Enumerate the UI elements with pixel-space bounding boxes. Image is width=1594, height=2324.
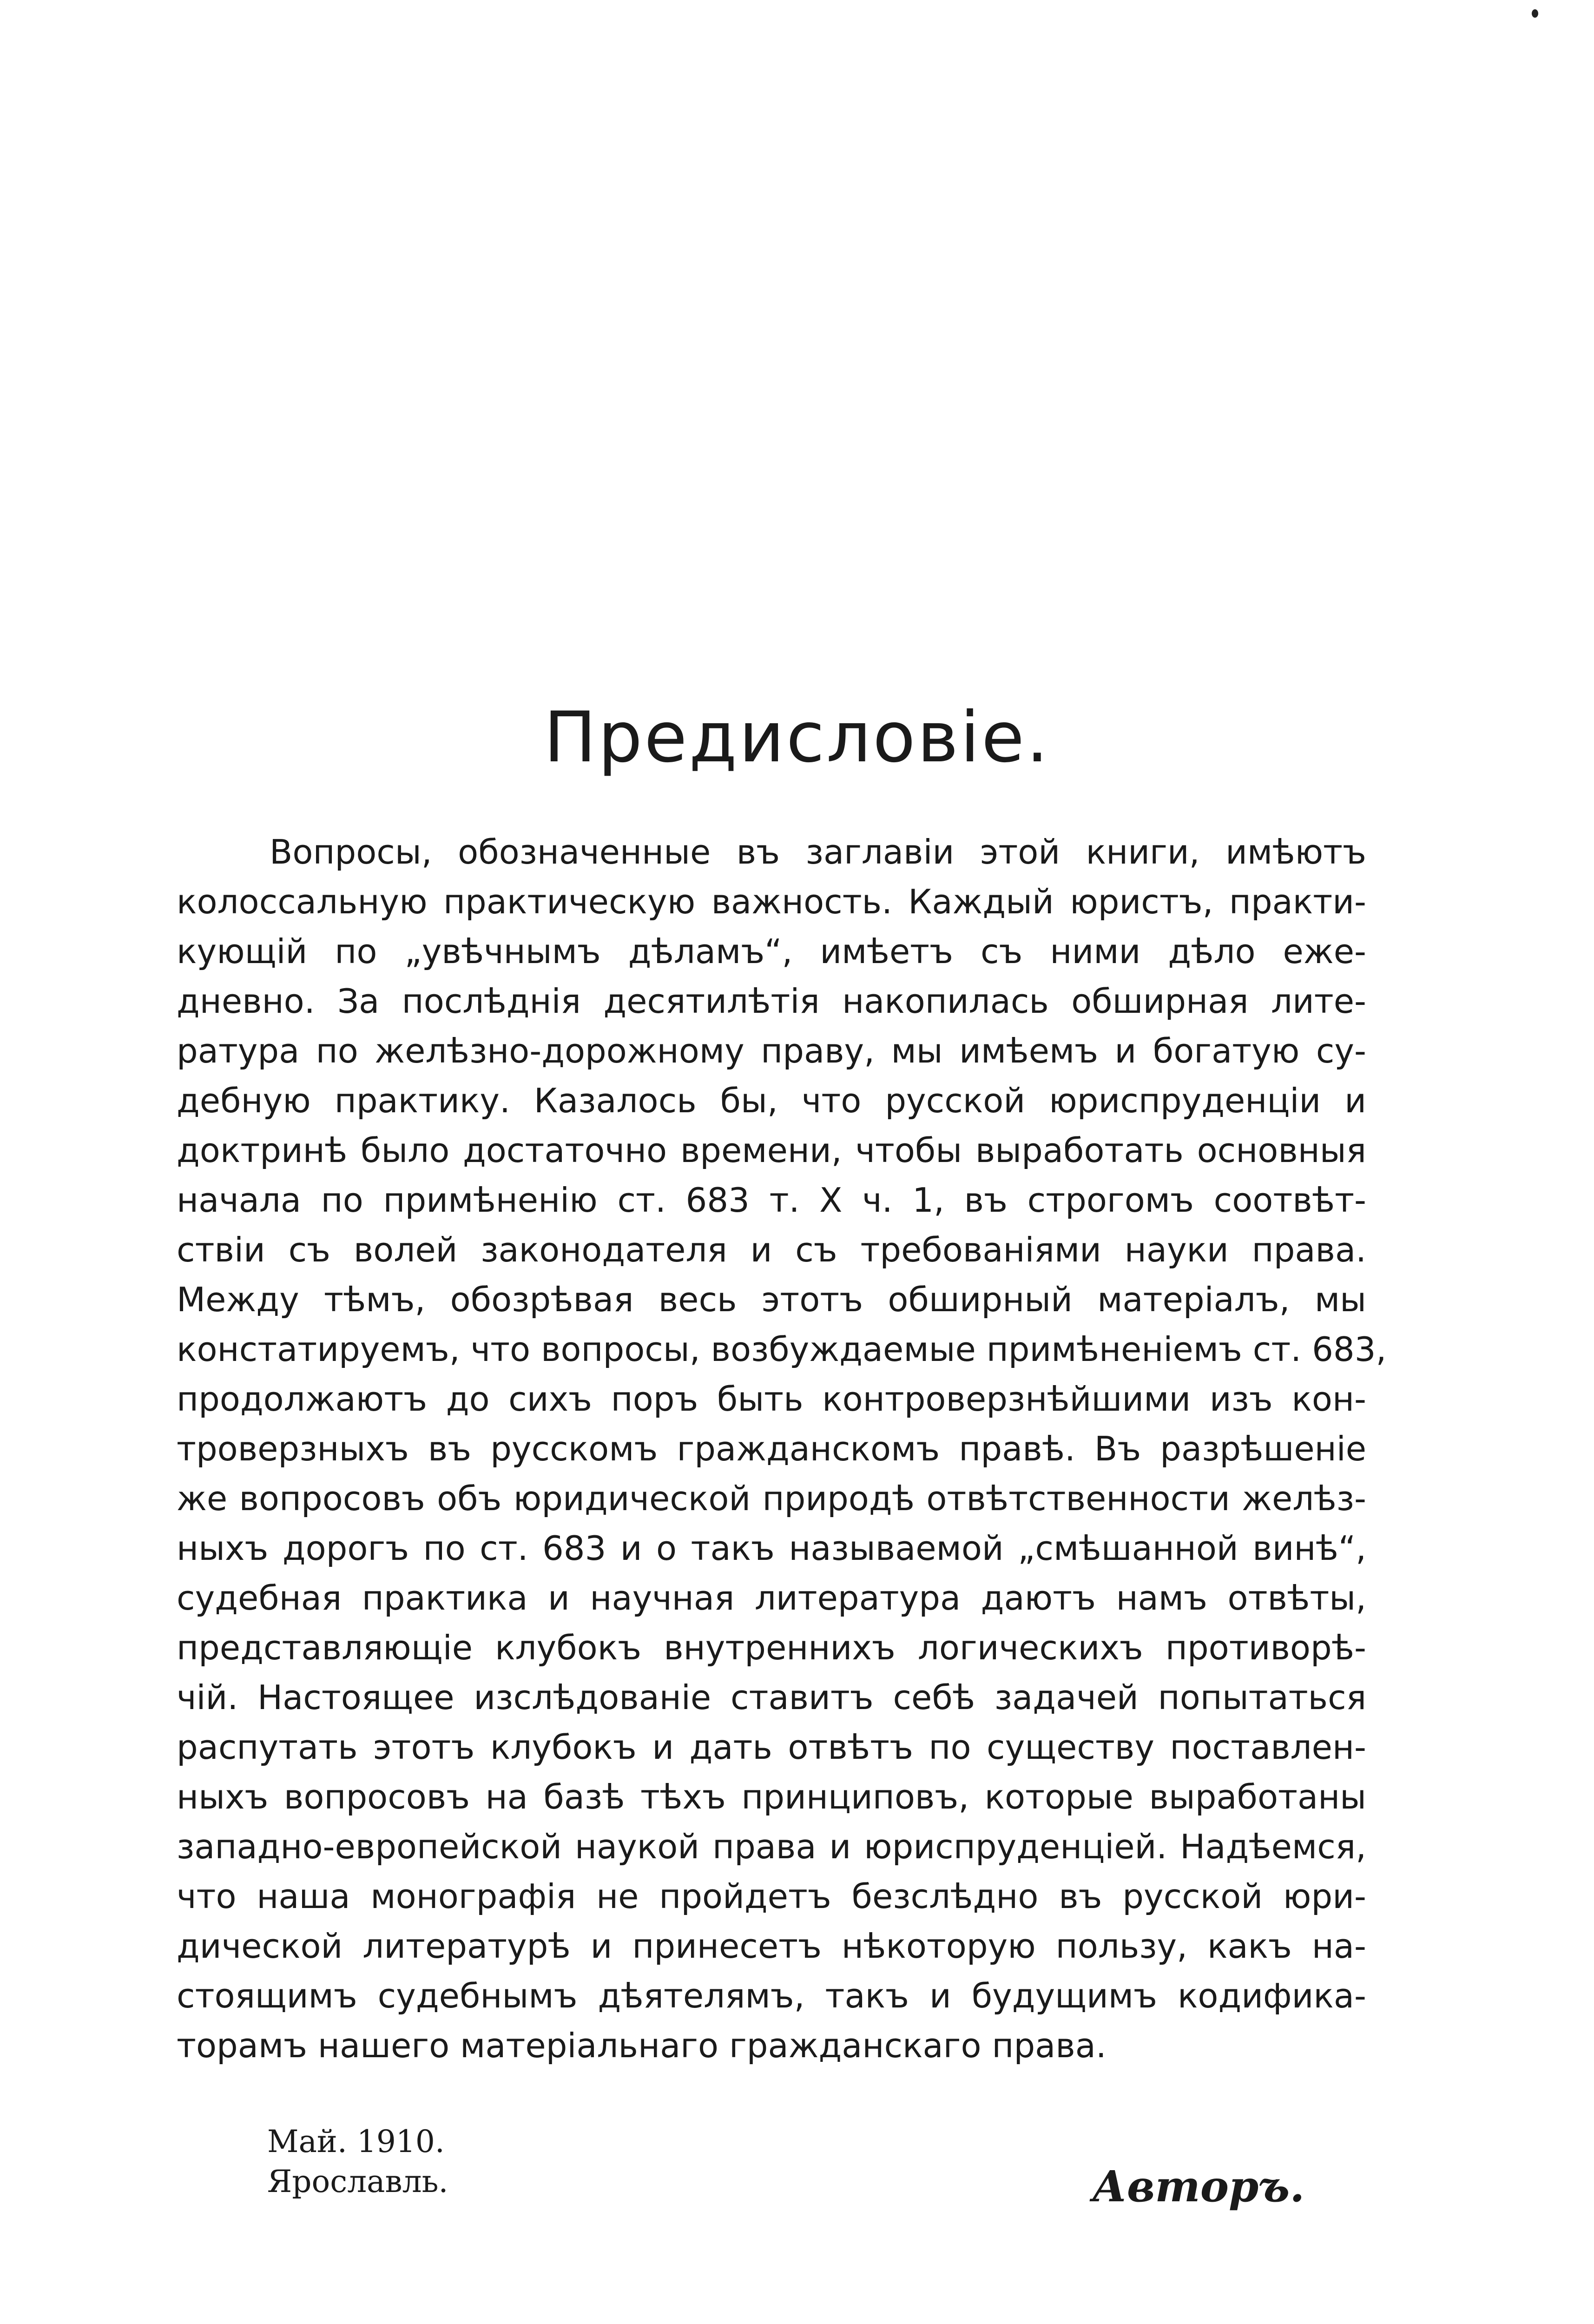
paragraph-line: дической литературѣ и принесетъ нѣкоторую пользу, какъ на- bbox=[177, 1927, 1366, 1966]
paragraph-line: торамъ нашего матеріальнаго гражданскаго права. bbox=[177, 2026, 1107, 2065]
paragraph-line: ныхъ дорогъ по ст. 683 и о такъ называемой „смѣшанной винѣ“, bbox=[177, 1529, 1366, 1568]
paragraph-line: распутать этотъ клубокъ и дать отвѣтъ по существу поставлен- bbox=[177, 1728, 1366, 1767]
paragraph-line: троверзныхъ въ русскомъ гражданскомъ правѣ. Въ разрѣшеніе bbox=[177, 1429, 1366, 1468]
paragraph-line: дебную практику. Казалось бы, что русской юриспруденціи и bbox=[177, 1081, 1366, 1120]
paragraph-line: констатируемъ, что вопросы, возбуждаемые примѣненіемъ ст. 683, bbox=[177, 1330, 1387, 1369]
paragraph-line: ствіи съ волей законодателя и съ требованіями науки права. bbox=[177, 1230, 1366, 1269]
preface-paragraph bbox=[177, 827, 1387, 2071]
paragraph-line: ратура по желѣзно-дорожному праву, мы имѣемъ и богатую су- bbox=[177, 1031, 1366, 1070]
author-signature: Авторъ. bbox=[1092, 2161, 1305, 2212]
paragraph-line: ныхъ вопросовъ на базѣ тѣхъ принциповъ, которые выработаны bbox=[177, 1777, 1366, 1816]
footer-place: Ярославль. bbox=[267, 2164, 448, 2199]
paragraph-line: начала по примѣненію ст. 683 т. X ч. 1, въ строгомъ соотвѣт- bbox=[177, 1181, 1366, 1220]
paragraph-line: Между тѣмъ, обозрѣвая весь этотъ обширный матеріалъ, мы bbox=[177, 1280, 1366, 1319]
paragraph-line: доктринѣ было достаточно времени, чтобы выработать основныя bbox=[177, 1131, 1366, 1170]
paragraph-line: же вопросовъ объ юридической природѣ отвѣтственности желѣз- bbox=[177, 1479, 1366, 1518]
paragraph-line: судебная практика и научная литература даютъ намъ отвѣты, bbox=[177, 1578, 1366, 1618]
paragraph-line: западно-европейской наукой права и юриспруденціей. Надѣемся, bbox=[177, 1827, 1366, 1866]
paragraph-line: представляющіе клубокъ внутреннихъ логическихъ противорѣ- bbox=[177, 1628, 1366, 1667]
paragraph-line: Вопросы, обозначенные въ заглавіи этой книги, имѣютъ bbox=[270, 832, 1366, 872]
dateline bbox=[267, 2122, 448, 2202]
paragraph-line: колоссальную практическую важность. Каждый юристъ, практи- bbox=[177, 882, 1366, 921]
page-title: Предисловіе. bbox=[544, 697, 1050, 778]
paragraph-line: дневно. За послѣднія десятилѣтія накопилась обширная лите- bbox=[177, 982, 1366, 1021]
paragraph-line: продолжаютъ до сихъ поръ быть контроверзнѣйшими изъ кон- bbox=[177, 1380, 1366, 1419]
paragraph-line: что наша монографія не пройдетъ безслѣдно въ русской юри- bbox=[177, 1877, 1366, 1916]
paragraph-line: кующій по „увѣчнымъ дѣламъ“, имѣетъ съ ними дѣло еже- bbox=[177, 932, 1366, 971]
ink-speck bbox=[1532, 9, 1538, 18]
paragraph-line: чій. Настоящее изслѣдованіе ставитъ себѣ задачей попытаться bbox=[177, 1678, 1366, 1717]
footer-date: Май. 1910. bbox=[267, 2124, 445, 2159]
paragraph-line: стоящимъ судебнымъ дѣятелямъ, такъ и будущимъ кодифика- bbox=[177, 1976, 1366, 2015]
